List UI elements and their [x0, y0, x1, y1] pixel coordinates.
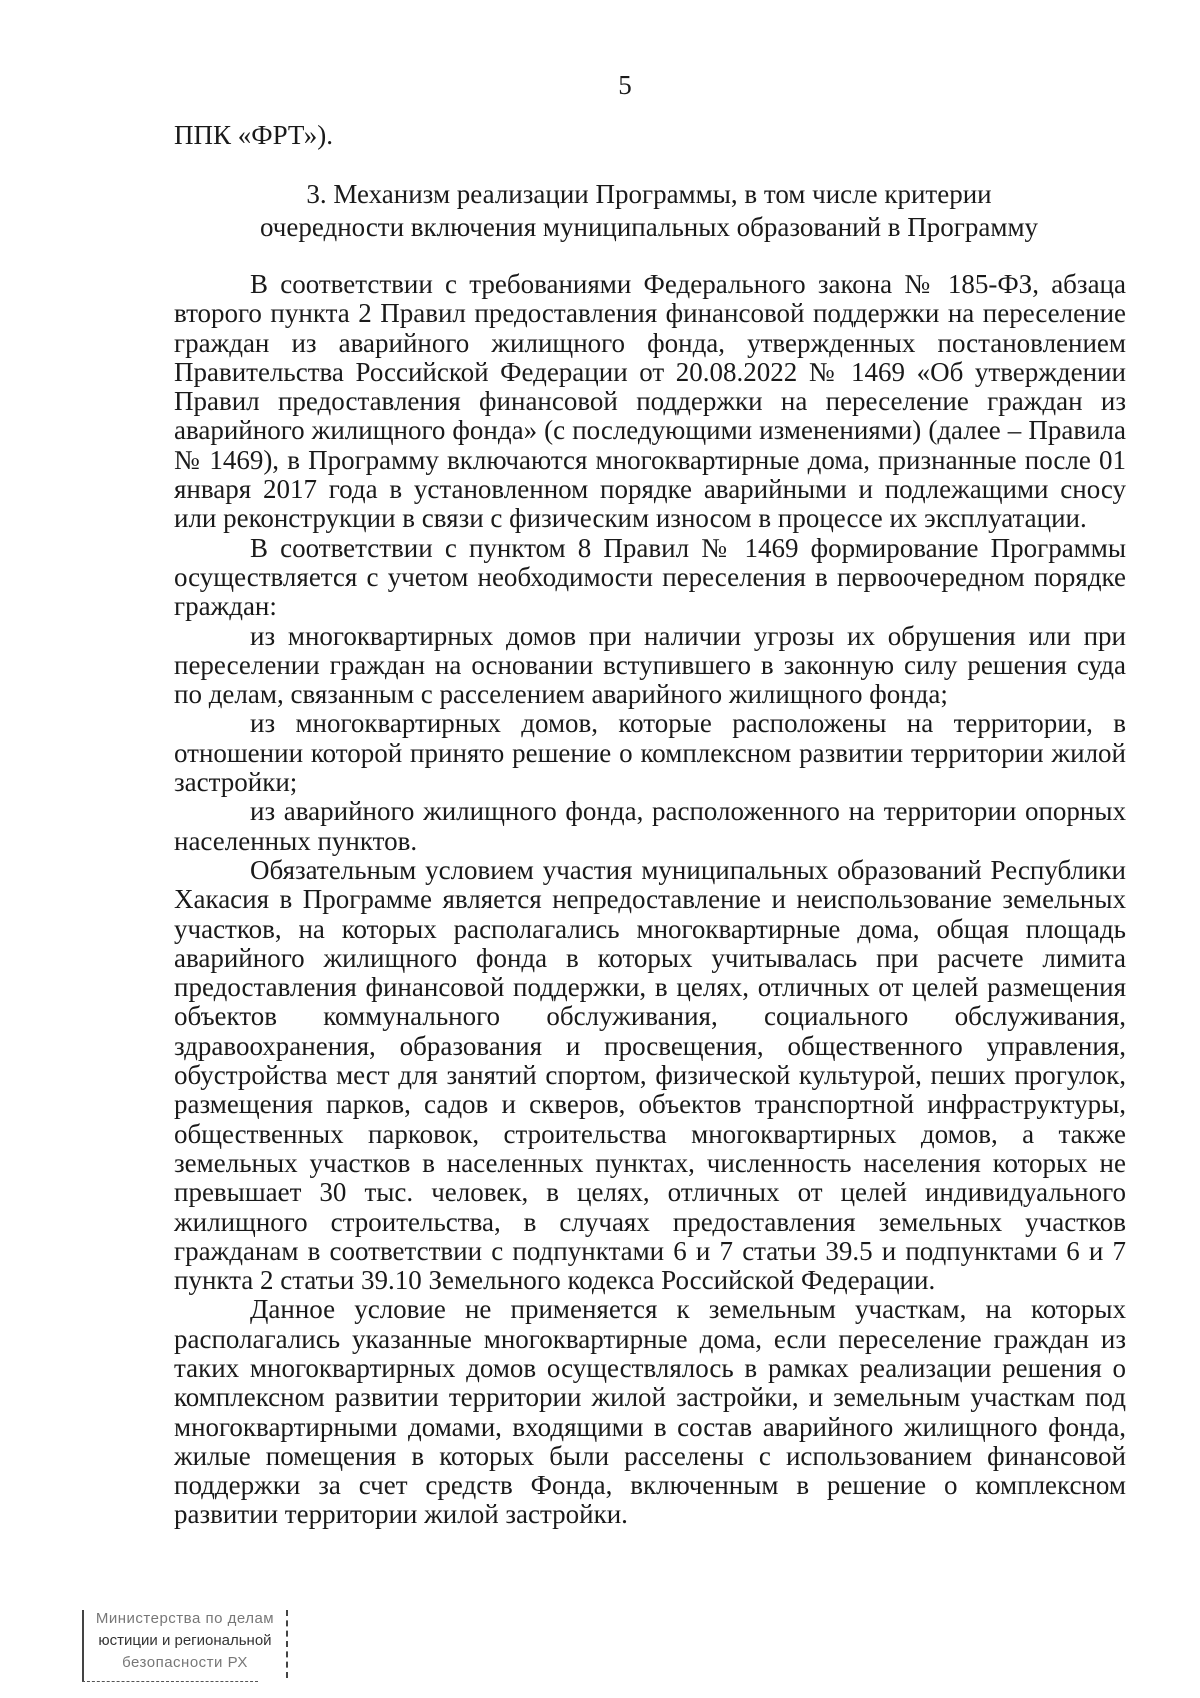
- page-number: 5: [618, 70, 632, 100]
- stamp-line-3: безопасности РХ: [122, 1654, 248, 1671]
- stamp-frame-bottom: [82, 1681, 258, 1682]
- stamp-text: [88, 1608, 282, 1674]
- list-item: из многоквартирных домов при наличии угрозы их обрушения или при переселении граждан на основании вступившего в законную силу решения суда по делам, связанным с расселением аварийного жилищного фонда;: [174, 620, 1126, 710]
- paragraph: В соответствии с требованиями Федерального закона № 185-ФЗ, абзаца второго пункта 2 Правил предоставления финансовой поддержки на переселение граждан из аварийного жилищного фонда, утвержденных постановлением Правительства Российской Федерации от 20.08.2022 № 1469 «Об утверждении Правил предоставления финансовой поддержки на переселение граждан из аварийного жилищного фонда» (с последующими изменениями) (далее – Правила № 1469), в Программу включаются многоквартирные дома, признанные после 01 января 2017 года в установленном порядке аварийными и подлежащими сносу или реконструкции в связи с физическим износом в процессе их эксплуатации.: [174, 269, 1126, 534]
- stamp-line-2: юстиции и региональной: [98, 1632, 272, 1649]
- paragraph: Данное условие не применяется к земельным участкам, на которых располагались указанные многоквартирные дома, если переселение граждан из таких многоквартирных домов осуществлялось в рамках реализации решения о комплексном развитии территории жилой застройки, и земельным участкам под многоквартирными домами, входящими в состав аварийного жилищного фонда, жилые помещения в которых были расселены с использованием финансовой поддержки за счет средств Фонда, включенным в решение о комплексном развитии территории жилой застройки.: [174, 1294, 1126, 1530]
- section-heading-line-2: очередности включения муниципальных образований в Программу: [259, 212, 1039, 242]
- section-heading-line-1: 3. Механизм реализации Программы, в том числе критерии: [306, 179, 992, 209]
- paragraph: Обязательным условием участия муниципальных образований Республики Хакасия в Программе является непредоставление и неиспользование земельных участков, на которых располагались многоквартирные дома, общая площадь аварийного жилищного фонда в которых учитывалась при расчете лимита предоставления финансовой поддержки, в целях, отличных от целей размещения объектов коммунального обслуживания, социального обслуживания, здравоохранения, образования и просвещения, общественного управления, обустройства мест для занятий спортом, физической культурой, пеших прогулок, размещения парков, садов и скверов, объектов транспортной инфраструктуры, общественных парковок, строительства многоквартирных домов, а также земельных участков в населенных пунктах, численность населения которых не превышает 30 тыс. человек, в целях, отличных от целей индивидуального жилищного строительства, в случаях предоставления земельных участков гражданам в соответствии с подпунктами 6 и 7 статьи 39.5 и подпунктами 6 и 7 пункта 2 статьи 39.10 Земельного кодекса Российской Федерации.: [174, 854, 1126, 1296]
- registration-stamp: [82, 1606, 288, 1684]
- list-item: из аварийного жилищного фонда, расположенного на территории опорных населенных пунктов.: [174, 796, 1126, 856]
- continuation-line: ППК «ФРТ»).: [174, 120, 333, 150]
- section-heading: [174, 178, 1124, 244]
- stamp-frame-right: [286, 1610, 288, 1678]
- stamp-line-1: Министерства по делам: [95, 1610, 275, 1627]
- paragraph: В соответствии с пунктом 8 Правил № 1469 формирование Программы осуществляется с учетом необходимости переселения в первоочередном порядке граждан:: [174, 532, 1126, 622]
- stamp-frame-left: [82, 1610, 84, 1682]
- list-item: из многоквартирных домов, которые расположены на территории, в отношении которой принято решение о комплексном развитии территории жилой застройки;: [174, 708, 1126, 798]
- body-text: [174, 270, 1126, 1530]
